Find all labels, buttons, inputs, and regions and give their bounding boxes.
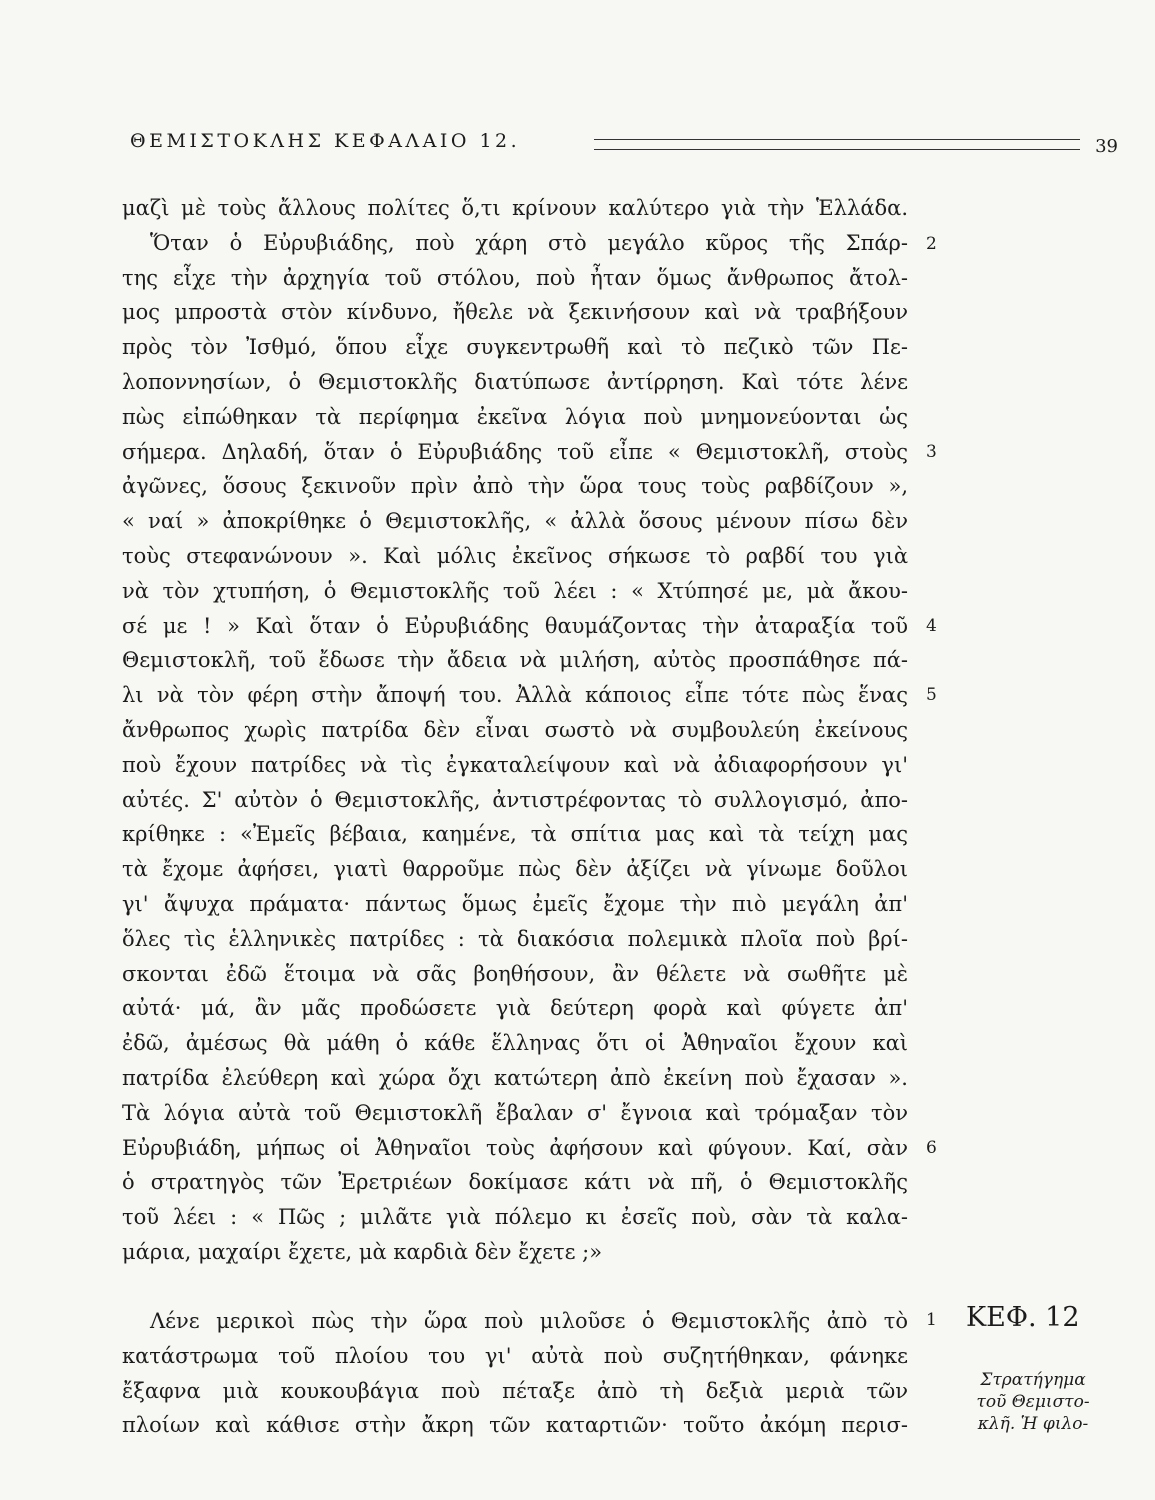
main-text-block (122, 191, 908, 1270)
text-line: πρὸς τὸν Ἰσθμό, ὅπου εἶχε συγκεντρωθῆ καὶ τὸ πεζικὸ τῶν Πε- (122, 335, 908, 360)
text-line: σκονται ἐδῶ ἕτοιμα νὰ σᾶς βοηθήσουν, ἂν θέλετε νὰ σωθῆτε μὲ (122, 961, 908, 986)
text-line: ἄνθρωπος χωρὶς πατρίδα δὲν εἶναι σωστὸ νὰ συμβουλεύη ἐκείνους (122, 717, 908, 742)
text-line: τοὺς στεφανώνουν ». Καὶ μόλις ἐκεῖνος σήκωσε τὸ ραβδί του γιὰ (122, 543, 908, 568)
text-line: μος μπροστὰ στὸν κίνδυνο, ἤθελε νὰ ξεκινήσουν καὶ νὰ τραβήξουν (122, 300, 908, 325)
text-line: πὼς εἰπώθηκαν τὰ περίφημα ἐκεῖνα λόγια ποὺ μνημονεύονται ὡς (122, 404, 908, 429)
text-line: γι' ἄψυχα πράματα· πάντως ὅμως ἐμεῖς ἔχομε τὴν πιὸ μεγάλη ἀπ' (122, 891, 908, 916)
text-line: λοποννησίων, ὁ Θεμιστοκλῆς διατύπωσε ἀντίρρηση. Καὶ τότε λένε (122, 369, 908, 394)
margin-number: 6 (926, 1138, 937, 1158)
text-line: ἀγῶνες, ὅσους ξεκινοῦν πρὶν ἀπὸ τὴν ὥρα τους τοὺς ραβδίζουν », (122, 474, 908, 499)
text-line: « ναί » ἀποκρίθηκε ὁ Θεμιστοκλῆς, « ἀλλὰ ὅσους μένουν πίσω δὲν (122, 509, 908, 534)
text-line: Ὅταν ὁ Εὐρυβιάδης, ποὺ χάρη στὸ μεγάλο κῦρος τῆς Σπάρ- (150, 230, 908, 255)
text-line: Εὐρυβιάδη, μήπως οἱ Ἀθηναῖοι τοὺς ἀφήσουν καὶ φύγουν. Καί, σὰν (122, 1135, 908, 1160)
text-line: ὁ στρατηγὸς τῶν Ἐρετριέων δοκίμασε κάτι νὰ πῆ, ὁ Θεμιστοκλῆς (122, 1170, 908, 1195)
text-line: σήμερα. Δηλαδή, ὅταν ὁ Εὐρυβιάδης τοῦ εἶπε « Θεμιστοκλῆ, στοὺς (122, 439, 908, 464)
text-line: πατρίδα ἐλεύθερη καὶ χώρα ὄχι κατώτερη ἀπὸ ἐκείνη ποὺ ἔχασαν ». (122, 1065, 908, 1090)
text-line: σέ με ! » Καὶ ὅταν ὁ Εὐρυβιάδης θαυμάζοντας τὴν ἀταραξία τοῦ (122, 613, 908, 638)
sidenote-line: κλῆ. Ἡ φιλο- (977, 1414, 1089, 1434)
margin-number: 1 (926, 1310, 937, 1330)
text-line: τὰ ἔχομε ἀφήσει, γιατὶ θαρροῦμε πὼς δὲν ἀξίζει νὰ γίνωμε δοῦλοι (122, 857, 908, 882)
text-line: ποὺ ἔχουν πατρίδες νὰ τὶς ἐγκαταλείψουν καὶ νὰ ἀδιαφορήσουν γι' (122, 752, 908, 777)
margin-number: 5 (926, 685, 937, 705)
text-line: μαζὶ μὲ τοὺς ἄλλους πολίτες ὅ,τι κρίνουν καλύτερο γιὰ τὴν Ἑλλάδα. (122, 196, 908, 220)
text-line: νὰ τὸν χτυπήση, ὁ Θεμιστοκλῆς τοῦ λέει : « Χτύπησέ με, μὰ ἄκου- (122, 578, 908, 603)
text-line: ἔξαφνα μιὰ κουκουβάγια ποὺ πέταξε ἀπὸ τὴ δεξιὰ μεριὰ τῶν (122, 1378, 908, 1403)
text-line: αὐτές. Σ' αὐτὸν ὁ Θεμιστοκλῆς, ἀντιστρέφοντας τὸ συλλογισμό, ἀπο- (122, 787, 908, 812)
page-number: 39 (1095, 136, 1118, 157)
text-line: Θεμιστοκλῆ, τοῦ ἔδωσε τὴν ἄδεια νὰ μιλήση, αὐτὸς προσπάθησε πά- (122, 648, 908, 673)
margin-number: 3 (926, 442, 937, 462)
text-line: πλοίων καὶ κάθισε στὴν ἄκρη τῶν καταρτιῶν· τοῦτο ἀκόμη περισ- (122, 1413, 908, 1438)
margin-number: 4 (926, 616, 937, 636)
text-line: τοῦ λέει : « Πῶς ; μιλᾶτε γιὰ πόλεμο κι ἐσεῖς ποὺ, σὰν τὰ καλα- (122, 1205, 908, 1230)
header-rule (594, 139, 1080, 150)
text-line: κρίθηκε : «Ἐμεῖς βέβαια, καημένε, τὰ σπίτια μας καὶ τὰ τείχη μας (122, 822, 908, 847)
sidenote-line: Στρατήγημα (980, 1370, 1086, 1390)
header-title: ΘΕΜΙΣΤΟΚΛΗΣ ΚΕΦΑΛΑΙΟ 12. (130, 130, 521, 152)
sidenote-line: τοῦ Θεμιστο- (976, 1392, 1090, 1412)
chapter-label: ΚΕΦ. 12 (966, 1302, 1080, 1333)
text-line: Λένε μερικοὶ πὼς τὴν ὥρα ποὺ μιλοῦσε ὁ Θεμιστοκλῆς ἀπὸ τὸ (150, 1309, 908, 1333)
text-line: λι νὰ τὸν φέρη στὴν ἄποψή του. Ἀλλὰ κάποιος εἶπε τότε πὼς ἕνας (122, 683, 908, 708)
text-line: μάρια, μαχαίρι ἔχετε, μὰ καρδιὰ δὲν ἔχετε ;» (122, 1239, 603, 1264)
text-line: ἐδῶ, ἀμέσως θὰ μάθη ὁ κάθε ἕλληνας ὅτι οἱ Ἀθηναῖοι ἔχουν καὶ (122, 1031, 908, 1056)
text-line: Τὰ λόγια αὐτὰ τοῦ Θεμιστοκλῆ ἔβαλαν σ' ἔγνοια καὶ τρόμαξαν τὸν (122, 1100, 908, 1125)
second-paragraph-block (122, 1304, 908, 1443)
sidenote (958, 1369, 1108, 1435)
text-line: αὐτά· μά, ἂν μᾶς προδώσετε γιὰ δεύτερη φορὰ καὶ φύγετε ἀπ' (122, 996, 908, 1021)
text-line: της εἶχε τὴν ἀρχηγία τοῦ στόλου, ποὺ ἦταν ὅμως ἄνθρωπος ἄτολ- (122, 265, 908, 290)
margin-number: 2 (926, 234, 937, 254)
text-line: ὅλες τὶς ἑλληνικὲς πατρίδες : τὰ διακόσια πολεμικὰ πλοῖα ποὺ βρί- (122, 926, 908, 951)
text-line: κατάστρωμα τοῦ πλοίου του γι' αὐτὰ ποὺ συζητήθηκαν, φάνηκε (122, 1343, 908, 1368)
running-header (130, 128, 1118, 164)
